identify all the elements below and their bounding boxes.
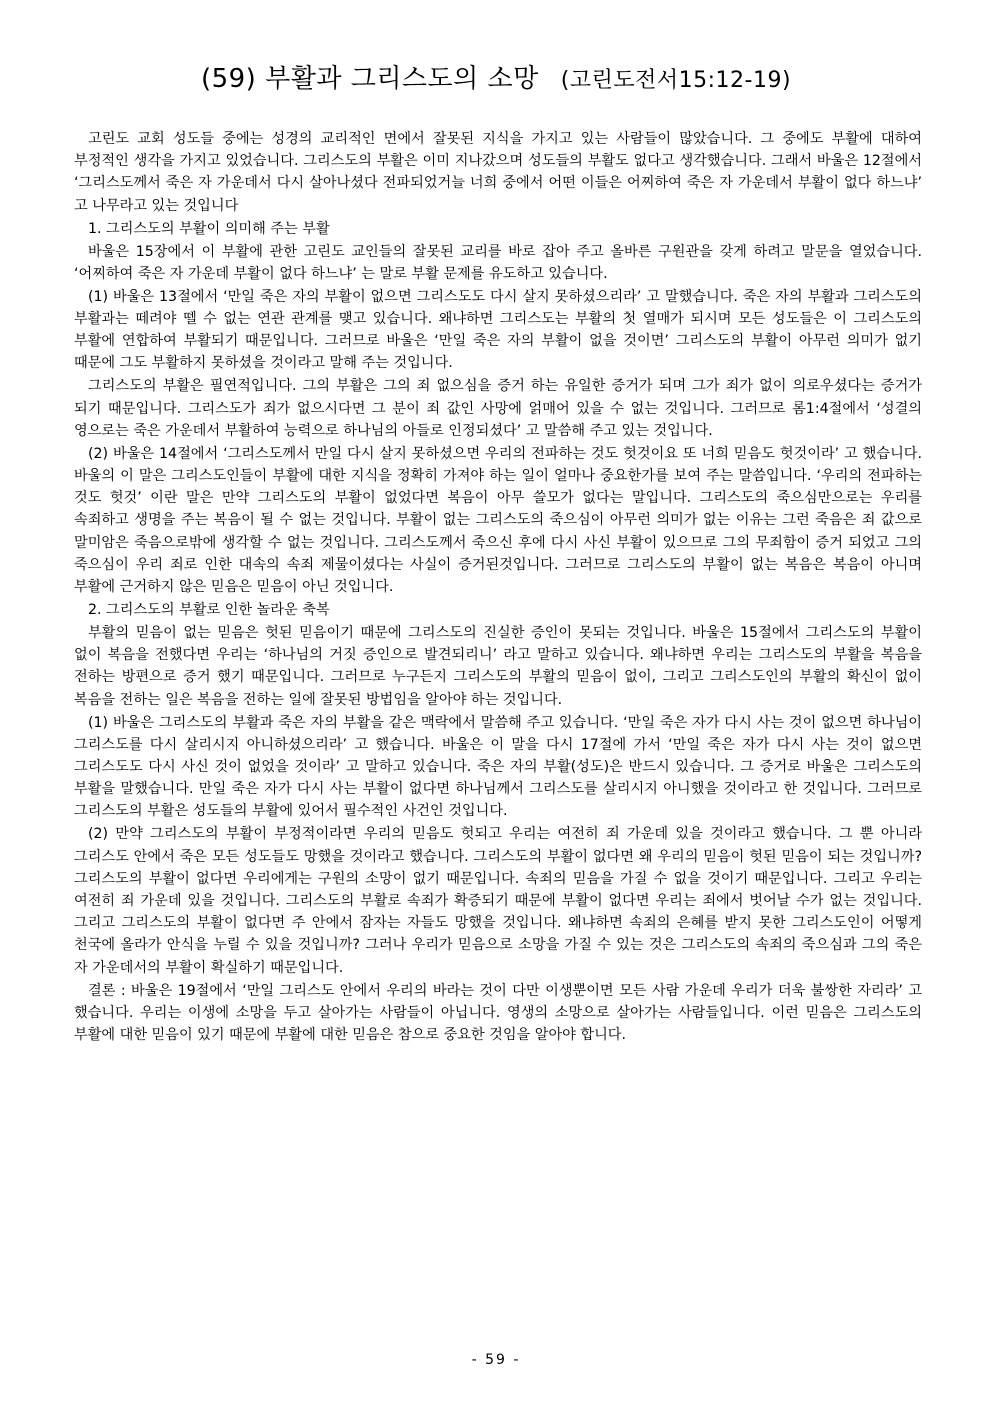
page-title: [0, 58, 992, 95]
paragraph-conclusion: 결론 : 바울은 19절에서 ‘만일 그리스도 안에서 우리의 바라는 것이 다만 이생뿐이면 모든 사람 가운데 우리가 더욱 불쌍한 자리라’ 고 했습니다. 우리는 이생에 소망을 두고 살아가는 사람들이 아닙니다. 영생의 소망으로 살아가는 사람들입니다. 이런 믿음은 그리스도의 부활에 대한 믿음이 있기 때문에 부활에 대한 믿음은 참으로 중요한 것임을 알아야 합니다.: [74, 982, 922, 1044]
section-heading-2: 2. 그리스도의 부활로 인한 놀라운 축복: [88, 602, 330, 619]
title-text: (59) 부활과 그리스도의 소망: [200, 64, 539, 94]
paragraph: 바울은 15장에서 이 부활에 관한 고린도 교인들의 잘못된 교리를 바로 잡아 주고 올바른 구원관을 갖게 하려고 말문을 열었습니다. ‘어찌하여 죽은 자 가운데 부활이 없다 하느냐’ 는 말로 부활 문제를 유도하고 있습니다.: [74, 243, 922, 282]
paragraph: (2) 만약 그리스도의 부활이 부정적이라면 우리의 믿음도 헛되고 우리는 여전히 죄 가운데 있을 것이라고 했습니다. 그 뿐 아니라 그리스도 안에서 죽은 모든 성도들도 망했을 것이라고 했습니다. 그리스도의 부활이 없다면 왜 우리의 믿음이 헛된 믿음이 되는 것입니까? 그리스도의 부활이 없다면 우리에게는 구원의 소망이 없기 때문입니다. 속죄의 믿음을 가질 수 없을 것이기 때문입니다. 그리고 우리는 여전히 죄 가운데 있을 것입니다. 그리스도의 부활로 속죄가 확증되기 때문에 부활이 없다면 우리는 죄에서 벗어날 수가 없는 것입니다. 그리고 그리스도의 부활이 없다면 주 안에서 잠자는 자들도 망했을 것입니다. 왜냐하면 속죄의 은혜를 받지 못한 그리스도인이 어떻게 천국에 올라가 안식을 누릴 수 있을 것입니까? 그러나 우리가 믿음으로 소망을 가질 수 있는 것은 그리스도의 속죄의 죽으심과 그의 죽은 자 가운데서의 부활이 확실하기 때문입니다.: [74, 826, 923, 976]
page-number: - 59 -: [471, 1352, 521, 1368]
paragraph: (2) 바울은 14절에서 ‘그리스도께서 만일 다시 살지 못하셨으면 우리의 전파하는 것도 헛것이요 또 너희 믿음도 헛것이라’ 고 했습니다. 바울의 이 말은 그리스도인들이 부활에 대한 지식을 정확히 가져야 하는 일이 얼마나 중요한가를 보여 주는 말씀입니다. ‘우리의 전파하는 것도 헛것’ 이란 말은 만약 그리스도의 부활이 없었다면 복음이 아무 쓸모가 없다는 말입니다. 그리스도의 죽으심만으로는 우리를 속죄하고 생명을 주는 복음이 될 수 없는 것입니다. 부활이 없는 그리스도의 죽으심이 아무런 의미가 없는 이유는 그런 죽음은 죄 값으로 말미암은 죽음으로밖에 생각할 수 없는 것입니다. 그리스도께서 죽으신 후에 다시 사신 부활이 있으므로 그의 무죄함이 증거 되었고 그의 죽으심이 우리 죄로 인한 대속의 속죄 제물이셨다는 사실이 증거된것입니다. 그러므로 그리스도의 부활이 없는 복음은 복음이 아니며 부활에 근거하지 않은 믿음은 믿음이 아닌 것입니다.: [74, 445, 922, 596]
paragraph: (1) 바울은 13절에서 ‘만일 죽은 자의 부활이 없으면 그리스도도 다시 살지 못하셨으리라’ 고 말했습니다. 죽은 자의 부활과 그리스도의 부활과는 떼려야 뗄 수 없는 연관 관계를 맺고 있습니다. 왜냐하면 그리스도는 부활의 첫 열매가 되시며 모든 성도들은 이 그리스도의 부활에 연합하여 부활되기 때문입니다. 그러므로 바울은 ‘만일 죽은 자의 부활이 없을 것이면’ 그리스도의 부활이 아무런 의미가 없기 때문에 그도 부활하지 못하셨을 것이라고 말해 주는 것입니다.: [74, 288, 922, 372]
paragraph: 그리스도의 부활은 필연적입니다. 그의 부활은 그의 죄 없으심을 증거 하는 유일한 증거가 되며 그가 죄가 없이 의로우셨다는 증거가 되기 때문입니다. 그리스도가 죄가 없으시다면 그 분이 죄 값인 사망에 얽매어 있을 수 없는 것입니다. 그러므로 롬1:4절에서 ‘성결의 영으로는 죽은 가운데서 부활하여 능력으로 하나님의 아들로 인정되셨다’ 고 말씀해 주고 있는 것입니다.: [74, 378, 922, 439]
scripture-reference: (고린도전서15:12-19): [560, 68, 792, 93]
document-body: [74, 128, 922, 1047]
paragraph: 부활의 믿음이 없는 믿음은 헛된 믿음이기 때문에 그리스도의 진실한 증인이 못되는 것입니다. 바울은 15절에서 그리스도의 부활이 없이 복음을 전했다면 우리는 ‘하나님의 거짓 증인으로 발견되리니’ 라고 말하고 있습니다. 왜냐하면 우리는 그리스도의 부활을 복음을 전하는 방편으로 증거 했기 때문입니다. 그러므로 누구든지 그리스도의 부활의 믿음이 없이, 그리고 그리스도인의 부활의 확신이 없이 복음을 전하는 일은 복음을 전하는 일에 잘못된 방법임을 알아야 하는 것입니다.: [74, 625, 922, 708]
section-heading-1: 1. 그리스도의 부활이 의미해 주는 부활: [88, 220, 330, 237]
paragraph-intro: 고린도 교회 성도들 중에는 성경의 교리적인 면에서 잘못된 지식을 가지고 있는 사람들이 많았습니다. 그 중에도 부활에 대하여 부정적인 생각을 가지고 있었습니다. 그리스도의 부활은 이미 지나갔으며 성도들의 부활도 없다고 생각했습니다. 그래서 바울은 12절에서 ‘그리스도께서 죽은 자 가운데서 다시 살아나셨다 전파되었거늘 너희 중에서 어떤 이들은 어찌하여 죽은 자 가운데서 부활이 없다 하느냐’ 고 나무라고 있는 것입니다: [74, 131, 922, 214]
paragraph: (1) 바울은 그리스도의 부활과 죽은 자의 부활을 같은 맥락에서 말씀해 주고 있습니다. ‘만일 죽은 자가 다시 사는 것이 없으면 하나님이 그리스도를 다시 살리시지 아니하셨으리라’ 고 했습니다. 바울은 이 말을 다시 17절에 가서 ‘만일 죽은 자가 다시 사는 것이 없으면 그리스도도 다시 사신 것이 없었을 것이라’ 고 말하고 있습니다. 죽은 자의 부활(성도)은 반드시 있습니다. 그 증거로 바울은 그리스도의 부활을 말했습니다. 만일 죽은 자가 다시 사는 부활이 없다면 하나님께서 그리스도를 살리시지 아니했을 것이라고 한 것입니다. 그러므로 그리스도의 부활은 성도들의 부활에 있어서 필수적인 사건인 것입니다.: [74, 714, 922, 820]
